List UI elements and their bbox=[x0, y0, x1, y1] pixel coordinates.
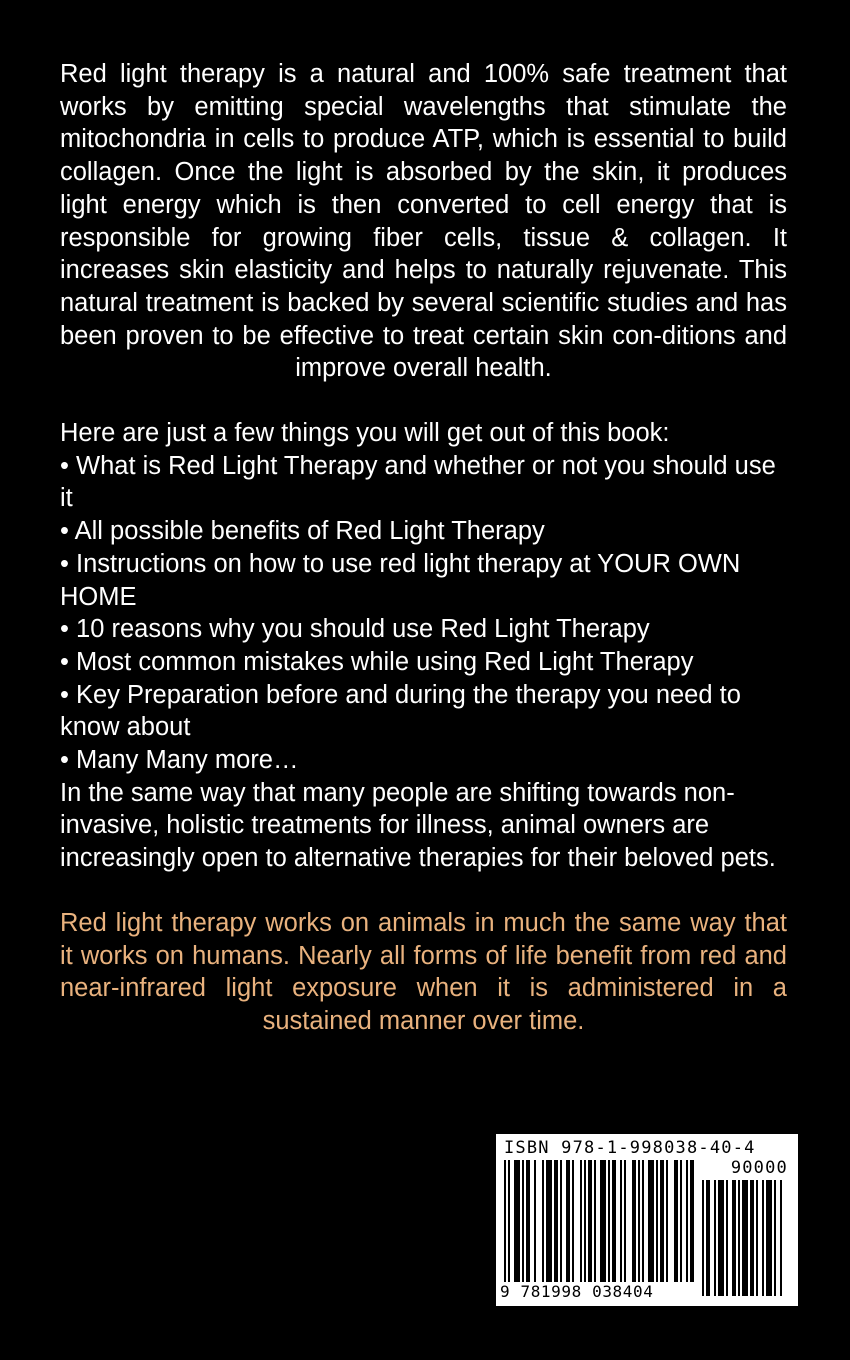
list-item: • Many Many more… bbox=[60, 746, 299, 775]
benefits-lead: Here are just a few things you will get out of this book: bbox=[60, 419, 670, 448]
list-item: • All possible benefits of Red Light Therapy bbox=[60, 517, 545, 546]
benefits-list bbox=[60, 450, 787, 777]
isbn-label: ISBN 978-1-998038-40-4 bbox=[504, 1138, 756, 1158]
list-item: • Instructions on how to use red light therapy at YOUR OWN HOME bbox=[60, 549, 741, 611]
intro-paragraph: Red light therapy is a natural and 100% safe treatment that works by emitting special wavelengths that stimulate the mitochondria in cells to produce ATP, which is essential to build collagen. Once the light is absorbed by the skin, it produces light energy which is then converted to cell energy that is responsible for growing fiber cells, tissue & collagen. It increases skin elasticity and helps to naturally rejuvenate. This natural treatment is backed by several scientific studies and has been proven to be effective to treat certain skin con-ditions and improve overall health. bbox=[60, 60, 787, 383]
price-code: 90000 bbox=[730, 1158, 788, 1178]
list-item: • Most common mistakes while using Red Light Therapy bbox=[60, 647, 694, 676]
barcode-digits: 9 781998 038404 bbox=[500, 1282, 654, 1301]
list-item: • What is Red Light Therapy and whether or not you should use it bbox=[60, 451, 776, 513]
cover-text bbox=[60, 58, 787, 1038]
isbn-barcode bbox=[496, 1134, 798, 1306]
addon-barcode-bars-icon bbox=[702, 1180, 788, 1296]
barcode-bars-icon bbox=[504, 1160, 696, 1282]
list-item: • 10 reasons why you should use Red Light Therapy bbox=[60, 615, 650, 644]
closing-paragraph: In the same way that many people are shifting towards non-invasive, holistic treatments for illness, animal owners are increasingly open to alternative therapies for their beloved pets. bbox=[60, 778, 776, 873]
list-item: • Key Preparation before and during the therapy you need to know about bbox=[60, 680, 741, 742]
highlight-paragraph: Red light therapy works on animals in much the same way that it works on humans. Nearly all forms of life benefit from red and near-infrared light exposure when it is administered in a sustained manner over time. bbox=[60, 908, 787, 1035]
